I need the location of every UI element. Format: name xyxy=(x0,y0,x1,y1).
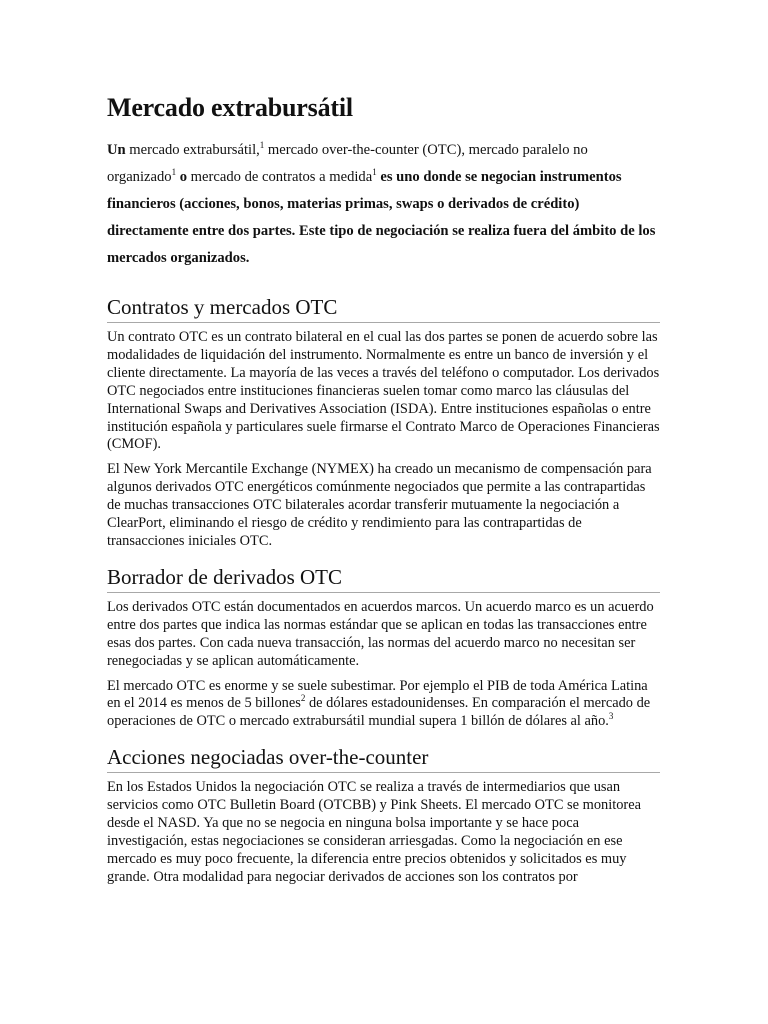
footnote-ref-1[interactable]: 1 xyxy=(259,140,265,151)
section-acciones xyxy=(107,744,660,886)
section-paragraph: Un contrato OTC es un contrato bilateral en el cual las dos partes se ponen de acuerdo sobre las modalidades de liquidación del instrumento. Normalmente es entre un banco de inversión y el cliente directamente. La mayoría de las veces a través del teléfono o computador. Los derivados OTC negociados entre instituciones financieras suelen tomar como marco las cláusulas del International Swaps and Derivatives Association (ISDA). Entre instituciones españolas o entre institución española y particulares suele firmarse el Contrato Marco de Operaciones Financieras (CMOF). xyxy=(107,329,660,453)
section-paragraph: Los derivados OTC están documentados en acuerdos marcos. Un acuerdo marco es un acuerdo entre dos partes que indica las normas estándar que se aplican en todas las transacciones entre esas dos partes. Con cada nueva transacción, las normas del acuerdo marco no necesitan ser renegociadas y se aplican automáticamente. xyxy=(107,598,654,669)
lead-bold-definition: es uno donde se negocian instrumentos financieros (acciones, bonos, materias primas, swaps o derivados de crédito) directamente entre dos partes. Este tipo de negociación se realiza fuera del ámbito de los mercados organizados. xyxy=(107,169,656,266)
section-paragraph: El New York Mercantile Exchange (NYMEX) ha creado un mecanismo de compensación para algunos derivados OTC energéticos comúnmente negociados que permite a las contrapartidas de muchas transacciones OTC bilaterales acordar transferir mutuamente la negociación a ClearPort, eliminando el riesgo de crédito y rendimiento para las contrapartidas de transacciones iniciales OTC. xyxy=(107,461,652,549)
footnote-ref-3[interactable]: 3 xyxy=(608,711,614,722)
page-title: Mercado extrabursátil xyxy=(107,93,353,122)
section-borrador xyxy=(107,564,660,731)
section-heading: Acciones negociadas over-the-counter xyxy=(107,744,660,773)
pib-text-2: de dólares estadounidenses. En comparación el mercado de operaciones de OTC o mercado extrabursátil mundial supera 1 billón de dólares al año. xyxy=(107,695,651,730)
lead-bold-start: Un xyxy=(107,142,126,158)
footnote-ref-1c[interactable]: 1 xyxy=(372,167,377,178)
lead-text-3: mercado de contratos a medida xyxy=(187,169,373,185)
article-content xyxy=(107,93,660,900)
footnote-ref-2[interactable]: 2 xyxy=(300,693,306,704)
footnote-ref-1b[interactable]: 1 xyxy=(171,167,177,178)
lead-text-1: mercado extrabursátil, xyxy=(125,142,260,158)
section-heading: Borrador de derivados OTC xyxy=(107,564,660,593)
pib-text-1: El mercado OTC es enorme y se suele subestimar. Por ejemplo el PIB de toda América Latina en el 2014 es menos de 5 billones xyxy=(107,677,648,712)
lead-text-2: mercado over-the-counter (OTC), mercado paralelo no organizado xyxy=(107,142,588,185)
section-heading: Contratos y mercados OTC xyxy=(107,294,660,323)
section-paragraph-pib xyxy=(107,678,660,732)
section-paragraph: En los Estados Unidos la negociación OTC se realiza a través de intermediarios que usan servicios como OTC Bulletin Board (OTCBB) y Pink Sheets. El mercado OTC se monitorea desde el NASD. Ya que no se negocia en ninguna bolsa importante y se hace poca investigación, estas negociaciones se consideran arriesgadas. Como la negociación en ese mercado es muy poco frecuente, la diferencia entre precios obtenidos y solicitados es muy grande. Otra modalidad para negociar derivados de acciones son los contratos por xyxy=(107,779,641,885)
lead-paragraph xyxy=(107,137,660,272)
section-contratos xyxy=(107,294,660,551)
lead-bold-or: o xyxy=(176,169,188,185)
